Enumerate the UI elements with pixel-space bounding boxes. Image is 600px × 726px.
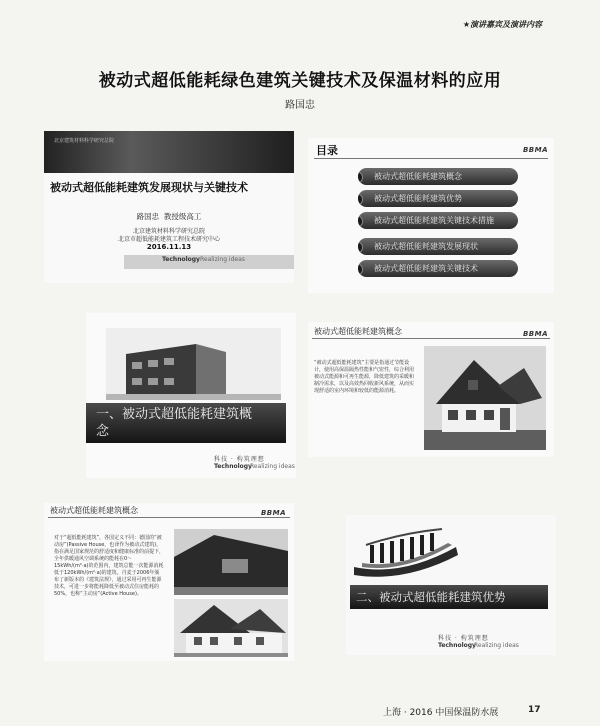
toc-item-measures[interactable] (358, 212, 518, 229)
page-number: 17 (528, 705, 541, 715)
toc-item-label: 被动式超低能耗建筑关键技术 (374, 264, 478, 273)
cover-org1: 北京建筑材料科学研究总院 (132, 228, 205, 235)
concept-divider (312, 338, 550, 339)
curved-building-image (352, 519, 462, 583)
section-tech-label: Technology (438, 642, 476, 649)
toc-item-advantages[interactable] (358, 190, 518, 207)
toc-heading: 目录 (316, 144, 338, 157)
cover-tech-tag: Realizing ideas (200, 256, 245, 263)
section-slogan: 科技 · 构筑理想 (438, 635, 489, 642)
bbma-logo: BBMA (522, 330, 548, 338)
toc-item-status[interactable] (358, 238, 518, 255)
section-slogan: 科技 · 构筑理想 (214, 456, 265, 463)
slide-cover (44, 131, 294, 283)
toc-list (358, 168, 528, 288)
section-title: 二、被动式超低能耗建筑优势 (356, 590, 506, 604)
section-title: 一、被动式超低能耗建筑概念 (96, 407, 253, 439)
article-title: 被动式超低能耗绿色建筑关键技术及保温材料的应用 (98, 71, 502, 91)
toc-bullet-icon (358, 263, 363, 276)
cover-presenters: 路国忠 教授级高工 (136, 212, 202, 221)
slide-concept-house (308, 322, 554, 457)
toc-item-concept[interactable] (358, 168, 518, 185)
toc-bullet-icon (358, 215, 363, 228)
toc-item-label: 被动式超低能耗建筑发展现状 (374, 242, 478, 251)
slide-toc (308, 138, 554, 293)
concept-text: “被动式超低能耗建筑”主要是指通过节能设计，使用高保温隔热性能和气密性，综合利用被动式能源和可再生能源，降低建筑的采暖和制冷需求，以及高效热回收新风系统，从而实现舒适的室内环境和较低的能源消耗。 (314, 360, 415, 394)
cover-org-small: 北京建筑材料科学研究总院 (54, 138, 115, 144)
toc-item-key-tech[interactable] (358, 260, 518, 277)
toc-item-label: 被动式超低能耗建筑概念 (374, 172, 462, 181)
toc-item-label: 被动式超低能耗建筑关键技术措施 (374, 216, 494, 225)
active-house-photo (174, 529, 288, 595)
cover-title: 被动式超低能耗建筑发展现状与关键技术 (50, 181, 248, 194)
definitions-divider (48, 517, 290, 518)
section-tech-label: Technology (214, 463, 252, 470)
toc-bullet-icon (358, 171, 363, 184)
cover-org2: 北京市超低能耗建筑工程技术研究中心 (117, 236, 220, 243)
house-photo (424, 346, 546, 450)
bbma-logo: BBMA (260, 509, 286, 517)
slide-concept-definitions (44, 503, 294, 661)
slide-section-advantages (346, 515, 556, 655)
toc-item-label: 被动式超低能耗建筑优势 (374, 194, 462, 203)
cover-tech-label: Technology (162, 256, 200, 263)
toc-divider (314, 158, 548, 159)
passive-house-photo (174, 599, 288, 657)
slide-section-concept (86, 313, 296, 478)
section-tech-tag: Realizing ideas (474, 642, 519, 649)
section-tech-tag: Realizing ideas (250, 463, 295, 470)
definitions-text: 对于“超低能耗建筑”，各国定义不同：德国的“被动房”(Passive House，也译作为被动式建筑)，指在满足国家规范的舒适度和健康标准的前提下，全年供暖通风空调系统的能耗在0～15kWh/(m²·a)的范围内，建筑总能一次能源消耗低于120kWh/(m²·a)的建筑。丹麦于2006年颁布了新版本的《建筑法规》，通过采用可再生能源技术，可进一步将能耗降低至被动式住房能耗的50%，也称“主动房”(Active House)。 (54, 535, 165, 597)
article-author: 路国忠 (285, 100, 315, 111)
definitions-heading: 被动式超低能耗建筑概念 (50, 506, 138, 515)
section-tag: ★演讲嘉宾及演讲内容 (462, 20, 542, 29)
toc-bullet-icon (358, 193, 363, 206)
bbma-logo: BBMA (522, 146, 548, 154)
cover-date: 2016.11.13 (146, 243, 192, 251)
toc-bullet-icon (358, 241, 363, 254)
footer-event: 上海 · 2016 中国保温防水展 (383, 708, 499, 718)
concept-heading: 被动式超低能耗建筑概念 (314, 327, 402, 336)
building-photo (106, 328, 281, 400)
